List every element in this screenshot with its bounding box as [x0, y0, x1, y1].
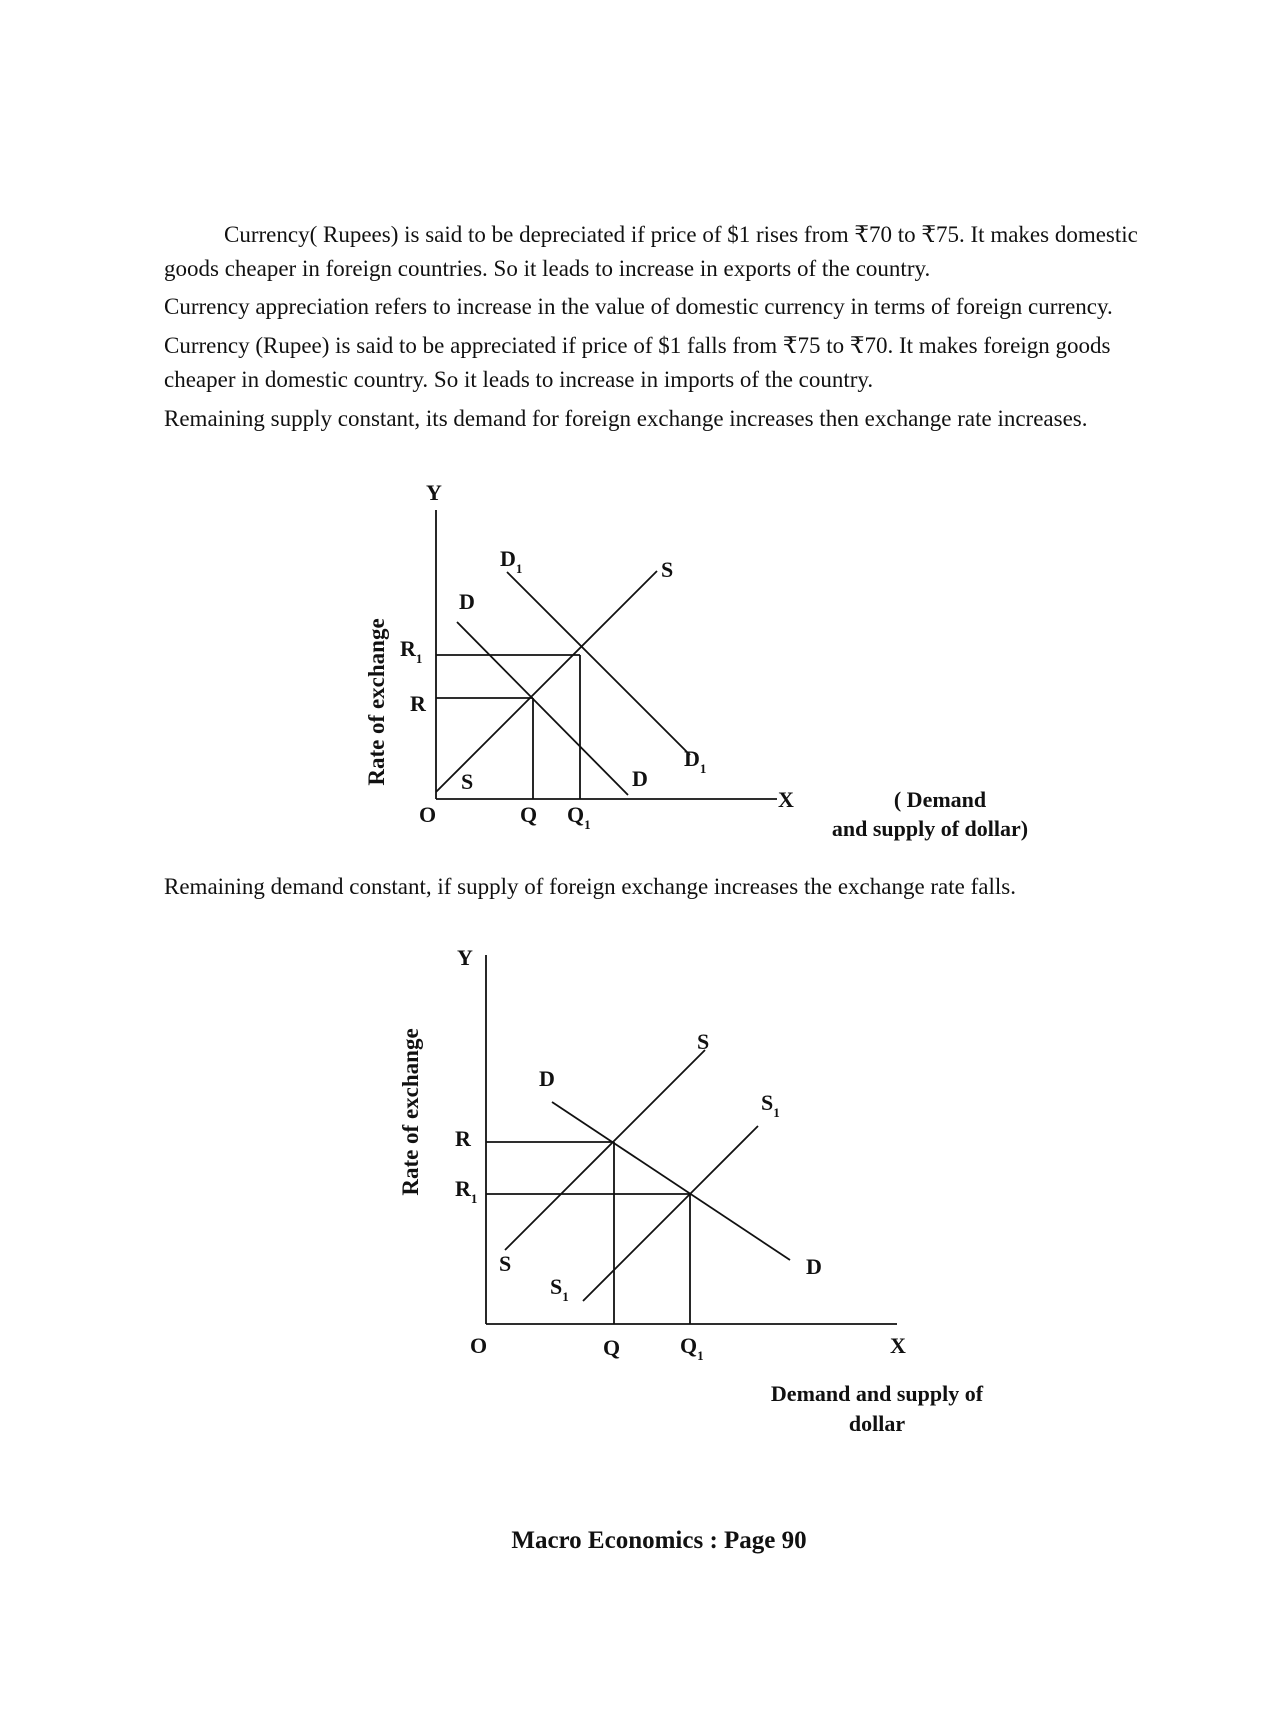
demand1-label-top: $D_1$ [500, 546, 523, 576]
rate-r1-label: $R_1$ [400, 636, 423, 666]
paragraph-demand-increase: Remaining supply constant, its demand for foreign exchange increases then exchange rate increases. [164, 406, 1088, 431]
supply1-label-top: $S_1$ [761, 1090, 780, 1120]
x-axis-label: X [890, 1333, 906, 1358]
x-axis-label: X [778, 787, 794, 812]
y-axis-title: Rate of exchange [364, 618, 389, 786]
paragraph-appreciation-example: Currency (Rupee) is said to be appreciated if price of $1 falls from ₹75 to ₹70. It makes foreign goods cheaper in domestic country. So it leads to increase in imports of the country. [164, 333, 1111, 392]
supply-label-bottom: S [461, 769, 474, 794]
supply1-label-bottom: $S_1$ [550, 1274, 569, 1304]
paragraph-supply-increase: Remaining demand constant, if supply of foreign exchange increases the exchange rate falls. [164, 874, 1016, 899]
x-axis-title-line2: dollar [848, 1411, 906, 1436]
demand-label-bottom: D [632, 766, 648, 791]
demand-label-top: D [459, 589, 475, 614]
rate-r-label: R [410, 691, 426, 716]
demand-label-bottom: D [806, 1254, 822, 1279]
paragraph-depreciation: Currency( Rupees) is said to be depreciated if price of $1 rises from ₹70 to ₹75. It makes domestic goods cheaper in foreign countries. So it leads to increase in exports of the country. [164, 222, 1138, 281]
rate-r-label: R [455, 1126, 471, 1151]
rate-r1-label: $R_1$ [455, 1176, 478, 1206]
x-axis-title-line1: ( Demand [893, 787, 987, 812]
x-axis-title-line1: Demand and supply of [770, 1381, 984, 1406]
demand-label-top: D [539, 1066, 555, 1091]
y-axis-label: Y [457, 945, 473, 970]
supply-label-top: S [661, 557, 674, 582]
y-axis-title: Rate of exchange [398, 1028, 423, 1196]
supply-label-top: S [697, 1029, 710, 1054]
page-footer: Macro Economics : Page 90 [511, 1527, 807, 1554]
demand-curve-d [552, 1102, 790, 1260]
paragraph-appreciation-definition: Currency appreciation refers to increase in the value of domestic currency in terms of foreign currency. [164, 294, 1113, 319]
demand-curve-d [457, 622, 628, 795]
y-axis-label: Y [426, 480, 442, 505]
supply-label-bottom: S [499, 1251, 512, 1276]
supply-curve-s [505, 1050, 705, 1250]
quantity-q1-label: $Q_1$ [680, 1333, 704, 1363]
demand-shift-diagram [0, 470, 1275, 890]
supply-curve-s1 [583, 1126, 758, 1301]
origin-label: O [419, 802, 437, 827]
x-axis-title-line2: and supply of dollar) [831, 816, 1029, 841]
quantity-q-label: Q [603, 1335, 621, 1360]
demand-curve-d1 [507, 572, 690, 755]
quantity-q1-label: $Q_1$ [567, 802, 591, 832]
origin-label: O [470, 1333, 488, 1358]
demand1-label-bottom: $D_1$ [684, 746, 707, 776]
quantity-q-label: Q [520, 802, 538, 827]
supply-shift-diagram [0, 935, 1275, 1455]
